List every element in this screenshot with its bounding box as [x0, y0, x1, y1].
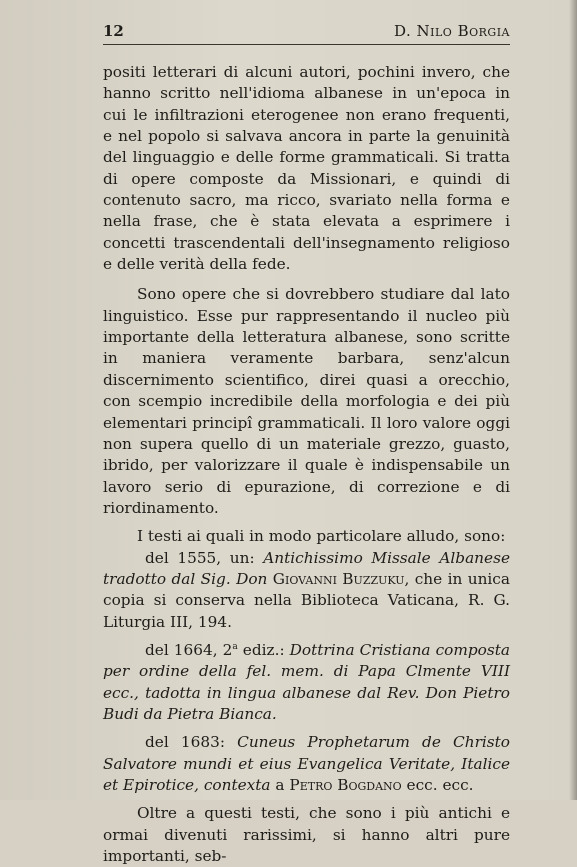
- running-header: [103, 22, 510, 42]
- item-1664-lead: del 1664, 2: [145, 640, 233, 659]
- page-number: 12: [103, 22, 124, 40]
- item-1683-title: Cuneus Prophetarum de Christo Salvatore mundi et eius Evangelica Veritate, Italice et Epirotice, contexta: [103, 733, 510, 794]
- author-name: Nilo Borgia: [416, 22, 510, 40]
- header-rule: [103, 44, 510, 45]
- item-1664-superscript: a: [232, 641, 238, 652]
- item-1683-author: Petro Bogdano: [289, 776, 402, 794]
- item-1683-rest: ecc. ecc.: [401, 776, 474, 794]
- paragraph-4: Oltre a questi testi, che sono i più antichi e ormai divenuti rarissimi, si hanno altri pure importanti, seb-: [103, 804, 510, 866]
- item-1664-edition: ediz.:: [237, 640, 290, 659]
- item-1555-title: Antichissimo Missale Albanese tradotto dal Sig. Don: [103, 548, 510, 588]
- item-1555-rest: , che in unica copia si conserva nella Biblioteca Vaticana, R. G. Liturgia III, 194.: [103, 569, 510, 631]
- author-initial: D.: [394, 22, 417, 40]
- running-head-author: [394, 22, 510, 40]
- list-item-1664: [103, 640, 510, 725]
- item-1664-title: Dottrina Cristiana composta per ordine della fel. mem. di Papa Clmente VIII ecc., tadotta in lingua albanese dal Rev. Don Pietro Budi da Pietra Bianca.: [103, 640, 510, 723]
- item-1555-translator: Giovanni Buzzuku: [272, 569, 405, 588]
- paragraph-3: I testi ai quali in modo particolare alludo, sono:: [137, 527, 506, 546]
- list-item-1683: [103, 732, 510, 796]
- paragraph-2: Sono opere che si dovrebbero studiare dal lato linguistico. Esse pur rappresentando il nucleo più importante della letteratura albanese, sono scritte in maniera veramente barbara, senz'alcun discernimento scientifico, direi quasi a orecchio, con scempio incredibile della morfologia e dei più elementari principî grammaticali. Il loro valore oggi non supera quello di un materiale grezzo, guasto, ibrido, per valorizzare il quale è indispensabile un lavoro serio di epurazione, di correzione e di riordinamento.: [103, 285, 510, 517]
- body-text: [103, 62, 510, 867]
- item-1683-lead: del 1683:: [145, 733, 238, 752]
- paragraph-1: positi letterari di alcuni autori, pochini invero, che hanno scritto nell'idioma albanese in un'epoca in cui le infiltrazioni eterogenee non erano frequenti, e nel popolo si salvava ancora in parte la genuinità del linguaggio e delle forme grammaticali. Si tratta di opere composte da Missionari, e quindi di contenuto sacro, ma ricco, svariato nella forma e nella frase, che è stata elevata a esprimere i concetti trascendentali dell'insegnamento religioso e delle verità della fede.: [103, 63, 510, 274]
- list-item-1555: [103, 548, 510, 633]
- item-1683-mid: a: [270, 776, 290, 794]
- page-edge-shadow: [569, 0, 577, 800]
- item-1555-lead: del 1555, un:: [145, 548, 264, 567]
